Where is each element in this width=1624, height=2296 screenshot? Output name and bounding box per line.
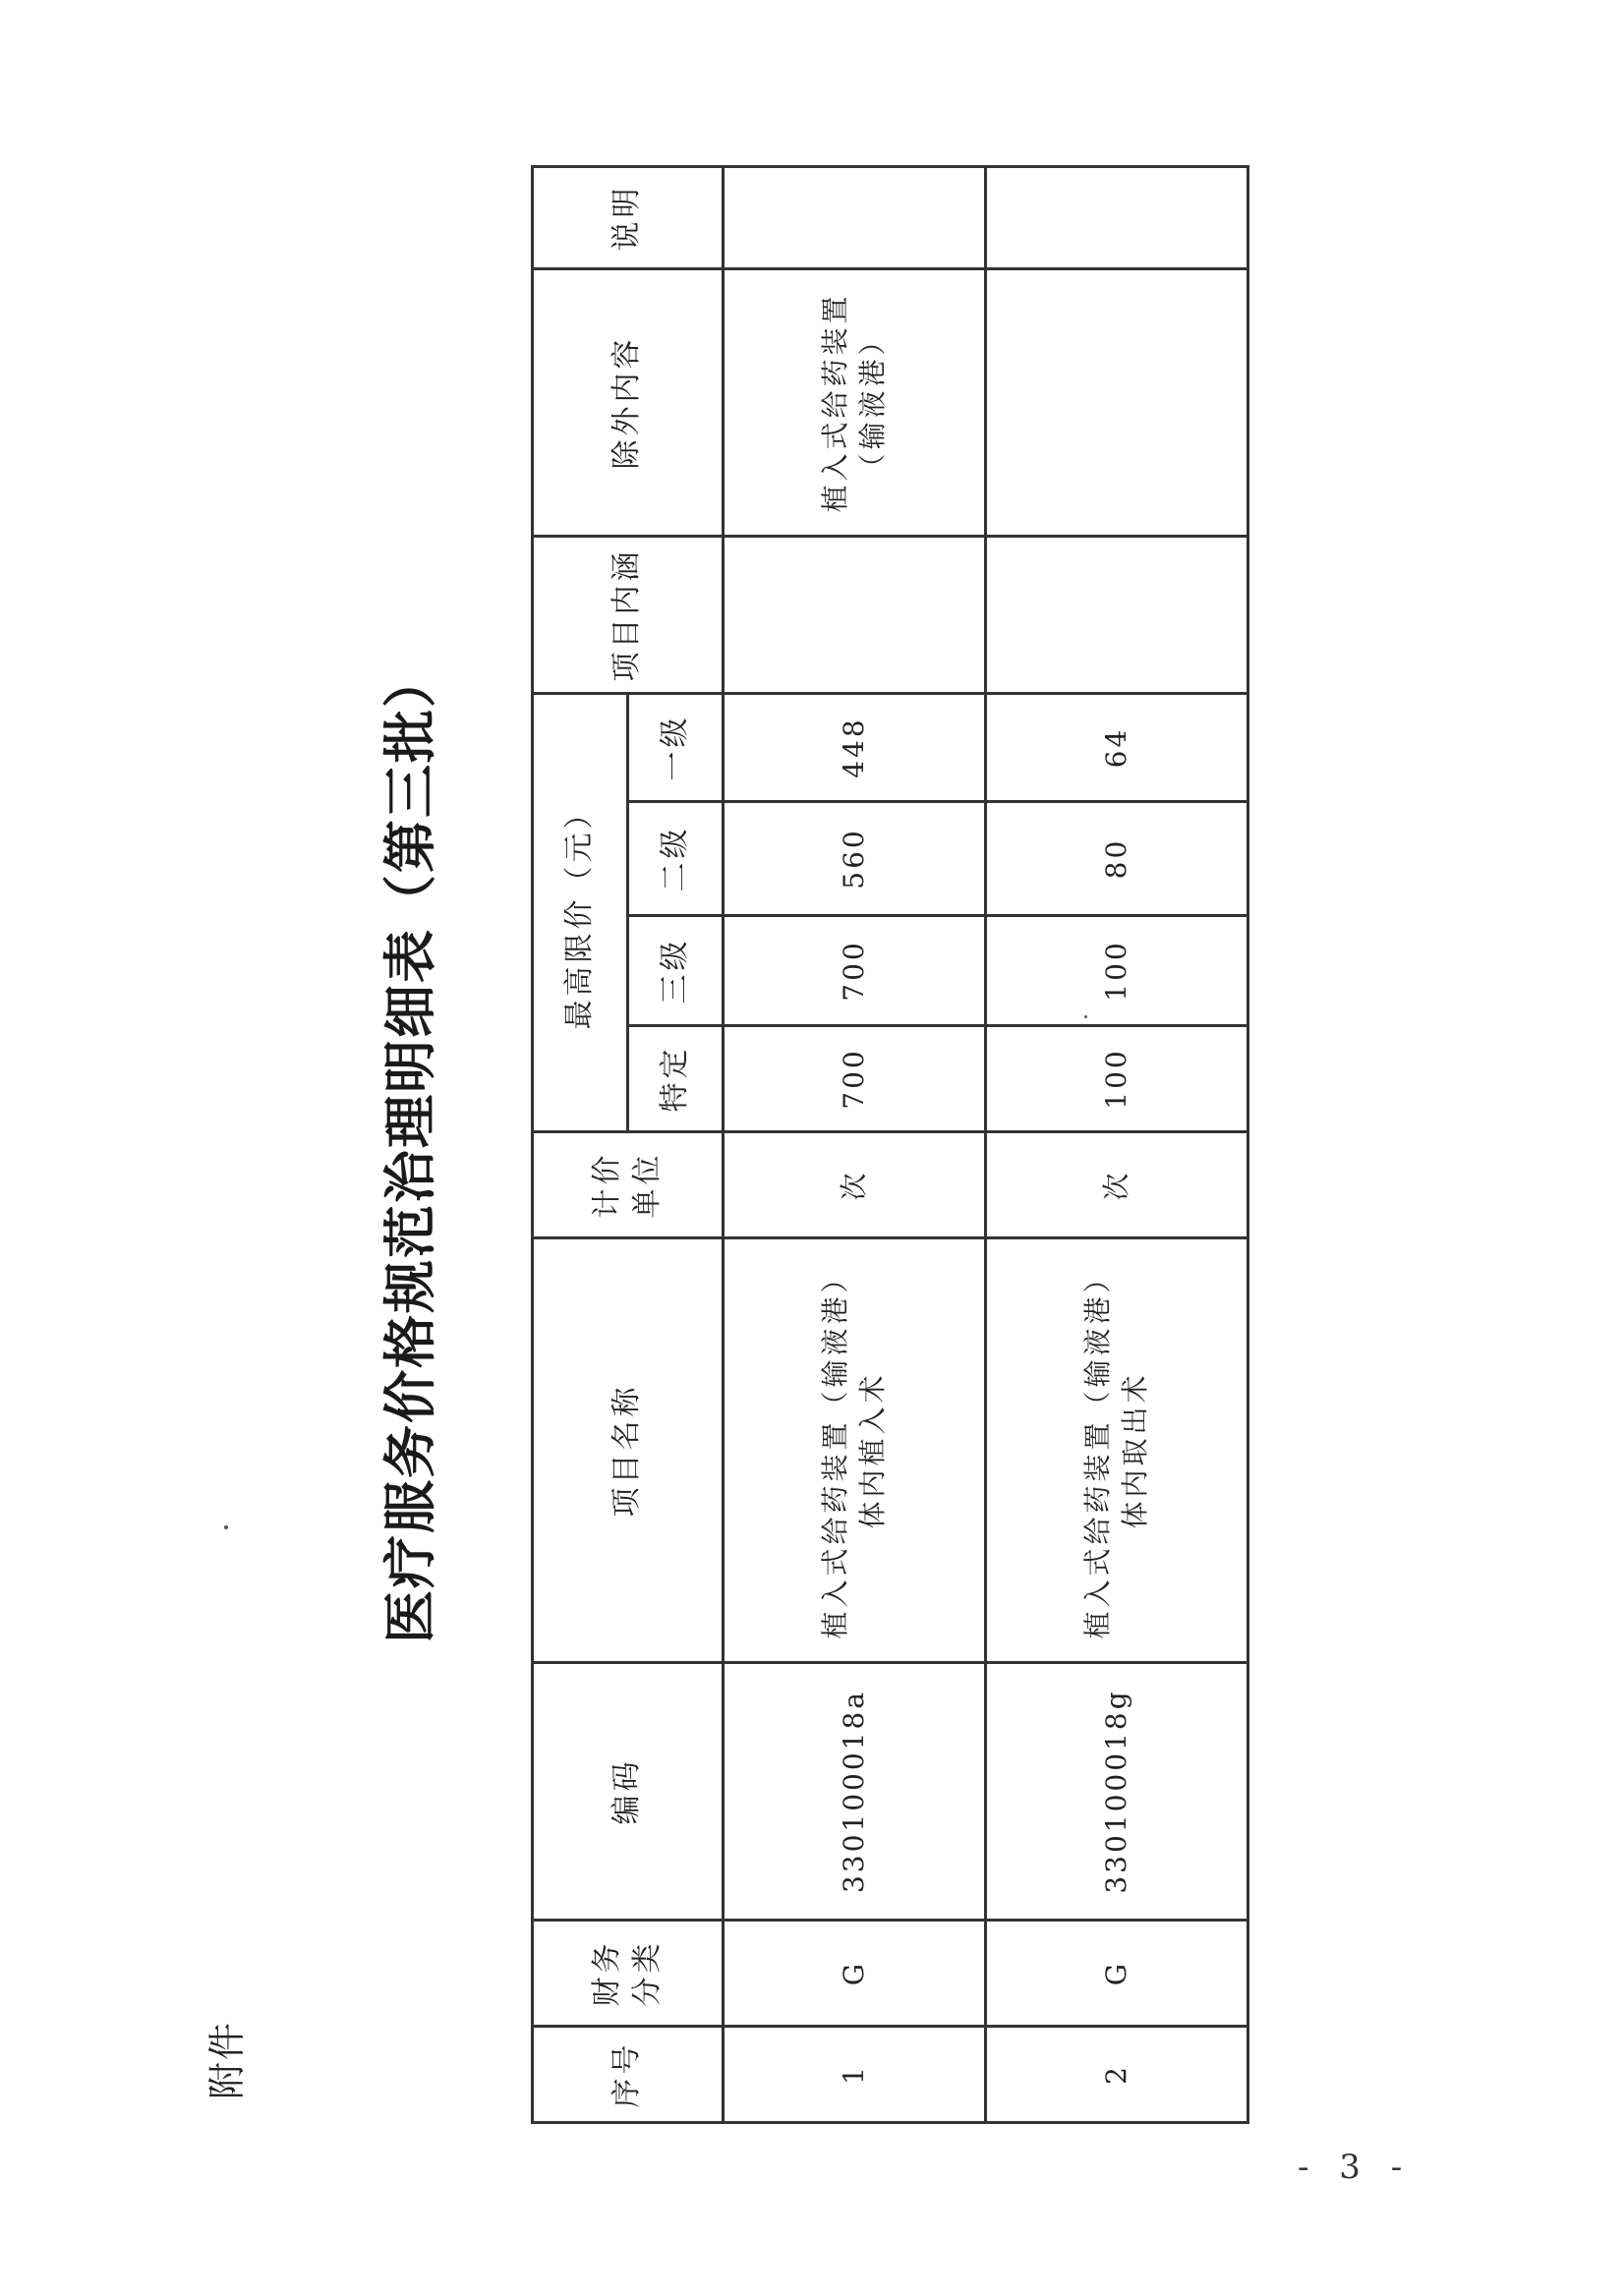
header-notes: 说明 [533,167,724,269]
cell-code: 330100018a [724,1663,986,1921]
header-finance-category: 财务 分类 [533,1921,724,2027]
header-item-content: 项目内涵 [533,537,724,694]
table-row [986,167,1248,2123]
cell-notes [724,167,986,269]
header-price-level-2: 二级 [628,802,724,916]
price-table-container [531,168,1249,2124]
cell-seq: 1 [724,2027,986,2123]
cell-pricing-unit: 次 [724,1132,986,1238]
cell-code: 330100018g [986,1663,1248,1921]
header-exclusions: 除外内容 [533,269,724,537]
cell-pricing-unit: 次 [986,1132,1248,1238]
header-code: 编码 [533,1663,724,1921]
header-max-price: 最高限价（元） [533,694,628,1132]
cell-price-level-3: 100 [986,916,1248,1026]
cell-exclusions [986,269,1248,537]
cell-exclusions: 植入式给药装置（输液港） [724,269,986,537]
cell-finance-category: G [724,1921,986,2027]
scan-speck [1084,1015,1087,1018]
cell-price-level-1: 64 [986,694,1248,802]
table-row [724,167,986,2123]
cell-price-special: 700 [724,1026,986,1132]
cell-item-content [724,537,986,694]
cell-price-level-3: 700 [724,916,986,1026]
annex-label: 附件 [205,2020,249,2099]
document-title: 医疗服务价格规范治理明细表（第三批） [378,653,441,1643]
cell-item-name: 植入式给药装置（输液港）体内植入术 [724,1238,986,1663]
cell-price-special: 100 [986,1026,1248,1132]
scan-speck [224,1525,228,1529]
header-item-name: 项目名称 [533,1238,724,1663]
header-price-level-3: 三级 [628,916,724,1026]
cell-finance-category: G [986,1921,1248,2027]
cell-notes [986,167,1248,269]
table-header-row [533,167,628,2123]
cell-item-name: 植入式给药装置（输液港）体内取出术 [986,1238,1248,1663]
cell-price-level-2: 560 [724,802,986,916]
header-pricing-unit: 计价 单位 [533,1132,724,1238]
page-number: - 3 - [1298,2148,1413,2187]
header-seq: 序号 [533,2027,724,2123]
header-price-special: 特定 [628,1026,724,1132]
cell-price-level-1: 448 [724,694,986,802]
cell-seq: 2 [986,2027,1248,2123]
cell-price-level-2: 80 [986,802,1248,916]
cell-item-content [986,537,1248,694]
header-price-level-1: 一级 [628,694,724,802]
price-table [531,165,1249,2124]
